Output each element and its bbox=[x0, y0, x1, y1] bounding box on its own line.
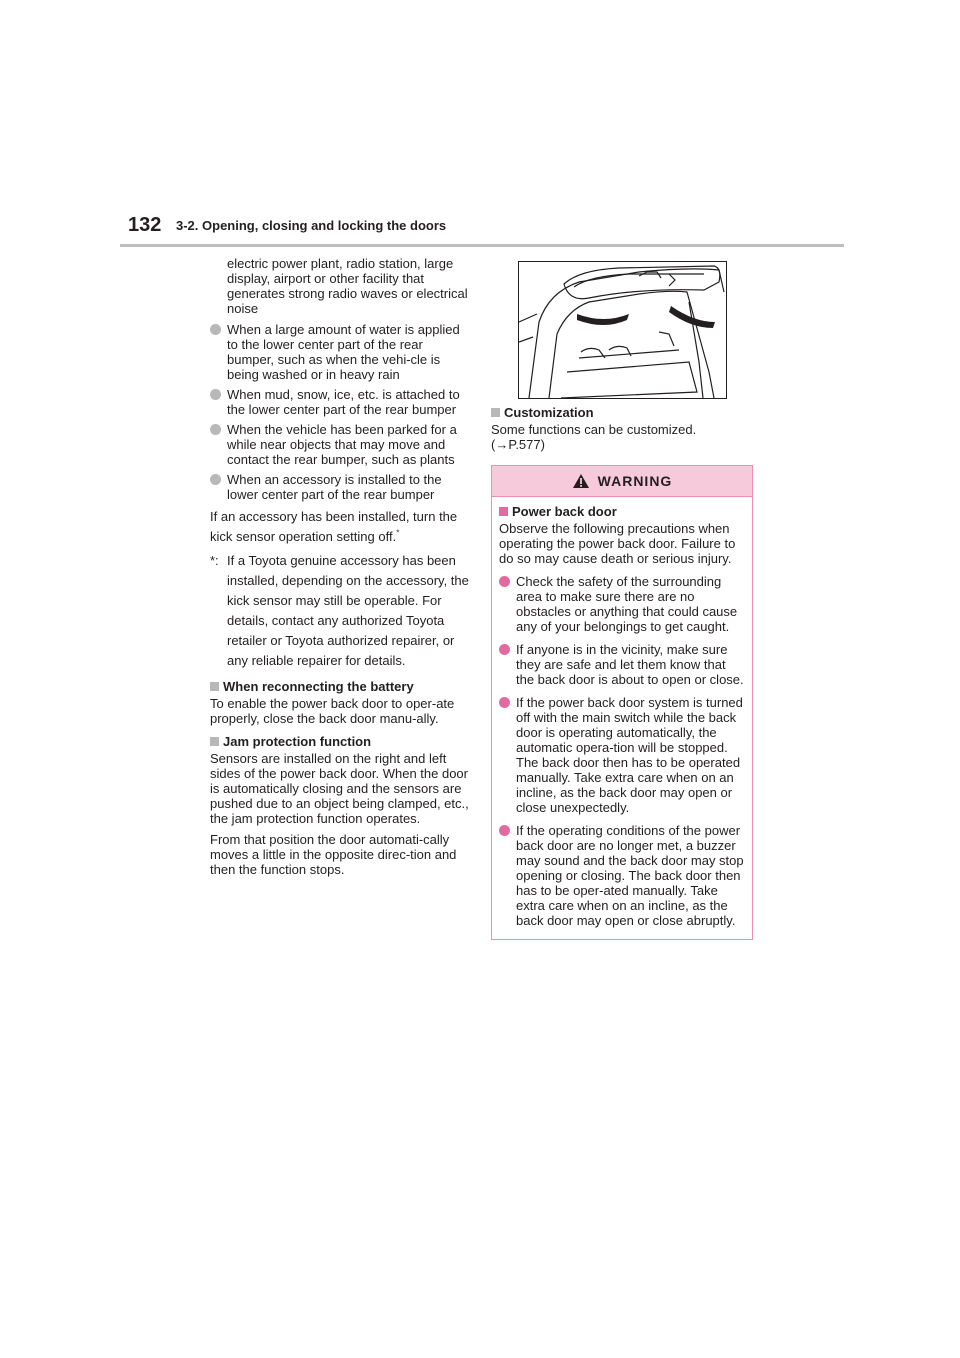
reconnect-heading: When reconnecting the battery bbox=[210, 679, 470, 694]
jam-text-2: From that position the door automati-cally moves a little in the opposite direc-tion and then the function stops. bbox=[210, 832, 457, 877]
warning-list-item: If the operating conditions of the power back door are no longer met, a buzzer may sound and the back door may stop opening or closing. The back door then has to be oper-ated manually. Take extra care when on an incline, as the back door may open or close abruptly. bbox=[499, 823, 745, 928]
bullet-icon bbox=[499, 825, 510, 836]
intro-continuation: electric power plant, radio station, large display, airport or other facility that generates strong radio waves or electrical noise bbox=[227, 256, 468, 316]
warning-list-item: Check the safety of the surrounding area to make sure there are no obstacles or anything that could cause any of your belongings to get caught. bbox=[499, 574, 745, 634]
bullet-icon bbox=[210, 424, 221, 435]
list-item: When an accessory is installed to the lower center part of the rear bumper bbox=[210, 472, 470, 502]
footnote-text: If a Toyota genuine accessory has been installed, depending on the accessory, the kick sensor may still be operable. For details, contact any authorized Toyota retailer or Toyota authorized repairer, or any reliable repairer for details. bbox=[227, 553, 469, 668]
footnote bbox=[210, 551, 470, 671]
warning-body bbox=[492, 497, 752, 939]
jam-text-1: Sensors are installed on the right and left sides of the power back door. When the door is automatically closing and the sensors are pushed due to an object being clamped, etc., the jam protection function operates. bbox=[210, 751, 469, 826]
section-title: 3-2. Opening, closing and locking the doors bbox=[176, 218, 447, 233]
header-rule bbox=[120, 244, 844, 247]
right-column bbox=[491, 261, 753, 940]
warning-heading: Power back door bbox=[499, 504, 745, 519]
warning-list-item: If anyone is in the vicinity, make sure they are safe and let them know that the back door is about to open or close. bbox=[499, 642, 745, 687]
square-bullet-icon bbox=[210, 737, 219, 746]
warning-triangle-icon bbox=[572, 473, 590, 489]
square-bullet-icon bbox=[210, 682, 219, 691]
square-bullet-icon bbox=[499, 507, 508, 516]
square-bullet-icon bbox=[491, 408, 500, 417]
back-door-drawing bbox=[519, 262, 726, 398]
page-number: 132 bbox=[128, 214, 162, 236]
warning-box bbox=[491, 465, 753, 940]
reconnect-text: To enable the power back door to oper-ate properly, close the back door manu-ally. bbox=[210, 696, 455, 726]
footnote-reference: * bbox=[396, 528, 400, 538]
bullet-icon bbox=[499, 697, 510, 708]
list-item: When the vehicle has been parked for a while near objects that may move and contact the rear bumper, such as plants bbox=[210, 422, 470, 467]
bullet-icon bbox=[499, 576, 510, 587]
bullet-icon bbox=[210, 474, 221, 485]
footnote-mark: *: bbox=[210, 553, 219, 568]
bullet-icon bbox=[210, 324, 221, 335]
customization-heading: Customization bbox=[491, 405, 753, 420]
warning-title: WARNING bbox=[597, 472, 673, 489]
customization-text: Some functions can be customized. (→P.577) bbox=[491, 422, 697, 452]
left-column bbox=[210, 256, 470, 881]
accessory-note: If an accessory has been installed, turn the kick sensor operation setting off.* bbox=[210, 509, 458, 544]
list-item: When mud, snow, ice, etc. is attached to the lower center part of the rear bumper bbox=[210, 387, 470, 417]
warning-intro: Observe the following precautions when operating the power back door. Failure to do so may cause death or serious injury. bbox=[499, 521, 736, 566]
warning-header bbox=[492, 466, 752, 497]
bullet-icon bbox=[210, 389, 221, 400]
list-item: When a large amount of water is applied to the lower center part of the rear bumper, such as when the vehi-cle is being washed or in heavy rain bbox=[210, 322, 470, 382]
warning-list-item: If the power back door system is turned off with the main switch while the back door is operating automatically, the automatic opera-tion will be stopped. The back door then has to be operated manually. Take extra care when on an incline, as the back door may open or close unexpectedly. bbox=[499, 695, 745, 815]
jam-heading: Jam protection function bbox=[210, 734, 470, 749]
back-door-illustration bbox=[518, 261, 727, 399]
bullet-icon bbox=[499, 644, 510, 655]
